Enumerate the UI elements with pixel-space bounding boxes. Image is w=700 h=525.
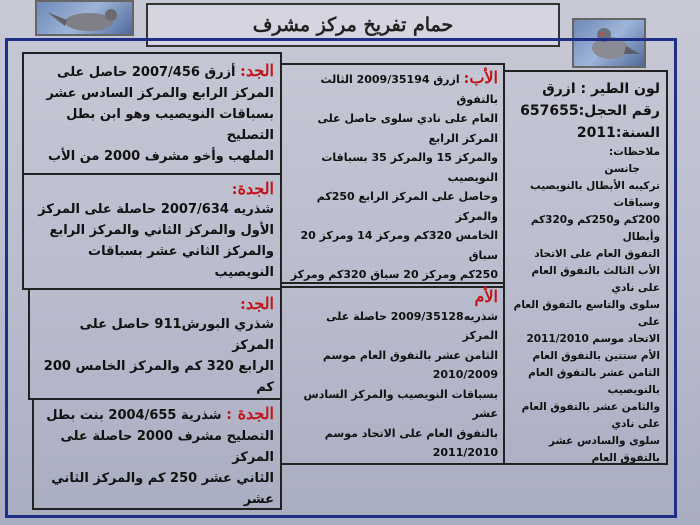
notes-line: التفوق العام على الاتحاد: [534, 248, 660, 260]
notes-line: 200كم و250كم و320كم وأبطال: [530, 214, 660, 243]
notes-line: تركيبه الأبطال بالنويصيب وسباقات: [530, 180, 660, 209]
notes-line: والثامن عشر بالتفوق العام على نادي: [521, 401, 660, 430]
maternal-grandmother-line: الثاني عشر 250 كم والمركز الثاني عشر: [51, 471, 274, 507]
paternal-grandmother-line: شذريه 2007/634 حاصلة على المركز: [38, 202, 274, 217]
maternal-grandfather-section: [28, 288, 282, 400]
paternal-grandfather-section: [22, 52, 282, 175]
page-title: حمام تفريخ مركز مشرف: [146, 3, 560, 47]
mother-line: بسباقات النويصيب والمركز السادس عشر: [303, 387, 498, 420]
mother-line: بالتفوق العام على الاتحاد موسم 2011/2010: [324, 426, 498, 459]
maternal-grandfather-line: شذري البورش911 حاصل على المركز: [79, 317, 274, 353]
maternal-grandmother-section: [32, 398, 282, 510]
mother-line: الثامن عشر بالتفوق العام موسم 2010/2009: [322, 348, 498, 381]
father-section: [280, 63, 505, 288]
notes-line: جانسن: [604, 163, 640, 175]
pigeon-photo-left: [35, 0, 134, 36]
pigeon-info-panel: [503, 70, 668, 465]
maternal-grandmother-line: شذرية 2004/655 بنت بطل: [46, 408, 222, 423]
father-line: العام على نادي سلوى حاصل على المركز الرابع: [317, 112, 498, 145]
paternal-grandfather-line: بسباقات النويصيب وهو ابن بطل التصليح: [66, 107, 274, 143]
mother-line: شذريه2009/35128 حاصلة على المركز: [326, 309, 498, 342]
mother-line: [287, 463, 498, 466]
pigeon-year: السنة:2011: [576, 125, 660, 141]
paternal-grandmother-label: الجدة:: [231, 179, 274, 198]
paternal-grandfather-line: الملهب وأخو مشرف 2000 من الأب: [48, 149, 274, 164]
father-line: ازرق 2009/35194 الثالث بالتفوق: [320, 73, 498, 106]
notes-line: الثامن عشر بالتفوق العام بالنويصيب: [528, 367, 660, 396]
paternal-grandmother-line: والمركز الثاني عشر بسباقات النويصيب: [88, 244, 274, 280]
notes-line: الأم ستتين بالتفوق العام: [532, 350, 660, 362]
notes-line: سلوى والسادس عشر بالتفوق العام: [548, 435, 660, 464]
notes-label: ملاحظات:: [609, 146, 660, 158]
paternal-grandfather-line: أزرق 2007/456 حاصل على: [57, 65, 236, 80]
pigeon-ring-number: رقم الحجل:657655: [520, 103, 660, 119]
father-label: الأب:: [463, 68, 498, 87]
mother-label: الأم: [474, 287, 498, 306]
mother-section: [280, 282, 505, 465]
notes-line: سلوى والتاسع بالتفوق العام على: [513, 299, 660, 328]
maternal-grandmother-line: التصليح مشرف 2000 حاصلة على المركز: [60, 429, 274, 465]
paternal-grandmother-section: [22, 173, 282, 290]
maternal-grandfather-label: الجد:: [240, 294, 274, 313]
paternal-grandmother-line: الأول والمركز الثاني والمركز الرابع: [49, 223, 274, 238]
notes-line: الأب الثالث بالتفوق العام على نادي: [531, 265, 660, 294]
father-line: 250كم ومركز 20 سباق 320كم ومركز: [290, 268, 498, 281]
paternal-grandfather-line: المركز الرابع والمركز السادس عشر: [46, 86, 274, 101]
maternal-grandmother-label: الجدة :: [226, 404, 274, 423]
notes-line: الاتحاد موسم 2011/2010: [526, 333, 660, 345]
father-line: وحاصل على المركز الرابع 250كم والمركز: [316, 190, 498, 223]
paternal-grandfather-label: الجد:: [240, 61, 274, 80]
pigeon-color: لون الطير : ازرق: [542, 81, 660, 97]
maternal-grandfather-line: الرابع 320 كم والمركز الخامس 200 كم: [43, 359, 274, 395]
father-line: الخامس 320كم ومركز 14 ومركز 20 سباق: [300, 229, 498, 262]
father-line: والمركز 15 والمركز 35 بسباقات النويصيب: [321, 151, 498, 184]
